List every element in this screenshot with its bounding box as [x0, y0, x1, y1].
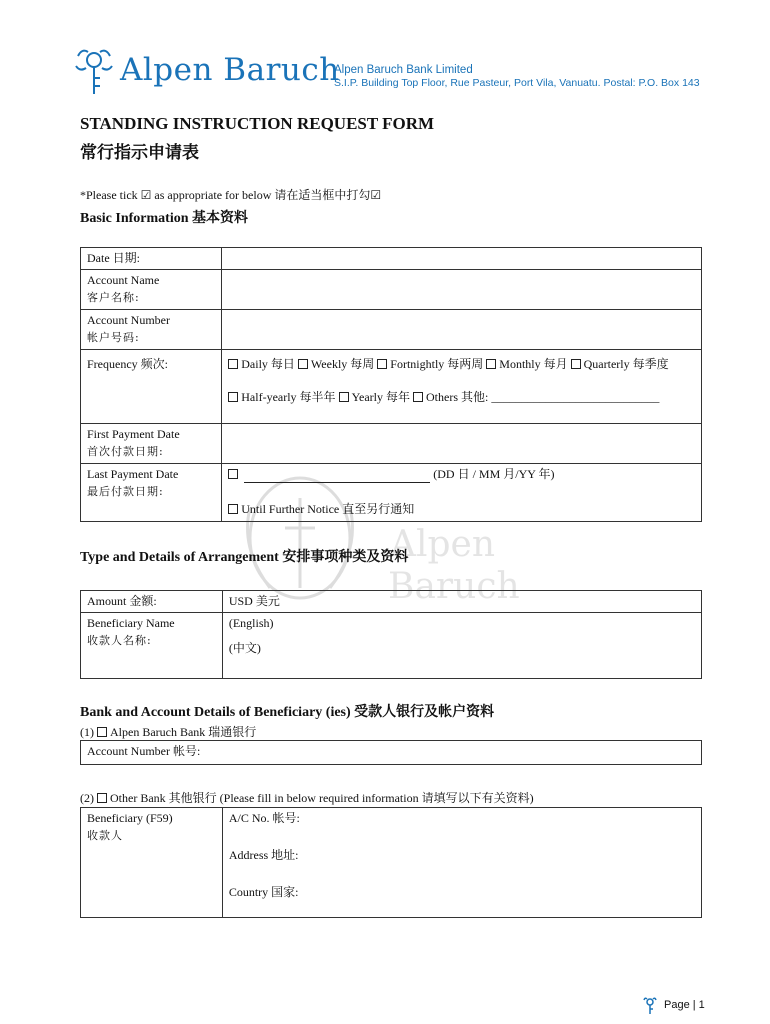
other-bank-table: [80, 807, 702, 918]
ac-no-field[interactable]: A/C No. 帐号:: [228, 811, 300, 825]
halfyearly-label: Half-yearly 每半年: [241, 390, 336, 404]
page-number: Page | 1: [664, 999, 705, 1011]
daily-label: Daily 每日: [241, 357, 295, 371]
other-bank-label: Other Bank 其他银行 (Please fill in below required information 请填写以下有关资料): [110, 791, 534, 805]
date-label: Date 日期:: [87, 251, 140, 265]
others-checkbox[interactable]: [413, 392, 423, 402]
amount-currency[interactable]: USD 美元: [228, 594, 280, 608]
daily-checkbox[interactable]: [228, 359, 238, 369]
date-format-hint: (DD 日 / MM 月/YY 年): [433, 467, 555, 481]
weekly-checkbox[interactable]: [298, 359, 308, 369]
fortnightly-checkbox[interactable]: [377, 359, 387, 369]
alpen-baruch-checkbox[interactable]: [97, 727, 107, 737]
weekly-label: Weekly 每周: [310, 357, 375, 371]
form-title: STANDING INSTRUCTION REQUEST FORM: [80, 114, 435, 133]
beneficiary-f59-label: Beneficiary (F59): [87, 811, 173, 825]
until-further-notice-label: Until Further Notice 直至另行通知: [241, 502, 415, 516]
option-other-bank: [80, 789, 534, 806]
last-date-checkbox[interactable]: [228, 469, 238, 479]
beneficiary-name-label: Beneficiary Name: [87, 616, 175, 630]
option1-number: (1): [80, 725, 94, 739]
form-title-cn: 常行指示申请表: [80, 143, 199, 163]
others-label: Others 其他: ____________________________: [426, 390, 660, 404]
date-field[interactable]: [222, 248, 702, 270]
logo-wordmark: Alpen Baruch: [120, 52, 340, 88]
yearly-label: Yearly 每年: [351, 390, 411, 404]
bank-name: Alpen Baruch Bank Limited: [334, 64, 473, 76]
watermark-text-2: Baruch: [388, 566, 520, 607]
address-field[interactable]: Address 地址:: [228, 848, 299, 862]
last-payment-label: Last Payment Date: [87, 467, 179, 481]
alpen-account-table: [80, 740, 702, 765]
watermark-text-1: Alpen: [390, 524, 496, 565]
quarterly-checkbox[interactable]: [571, 359, 581, 369]
amount-label: Amount 金额:: [87, 594, 157, 608]
beneficiary-f59-label-cn: 收款人: [87, 829, 123, 842]
section-arrangement: Type and Details of Arrangement 安排事项种类及资料: [80, 550, 409, 565]
country-field[interactable]: Country 国家:: [228, 885, 299, 899]
first-payment-field[interactable]: [222, 424, 702, 464]
account-name-field[interactable]: [222, 270, 702, 310]
other-bank-checkbox[interactable]: [97, 793, 107, 803]
monthly-label: Monthly 每月: [499, 357, 568, 371]
first-payment-label-cn: 首次付款日期:: [87, 445, 164, 458]
quarterly-label: Quarterly 每季度: [583, 357, 669, 371]
tick-instruction: *Please tick ☑ as appropriate for below 请在适当框中打勾☑: [80, 188, 382, 202]
halfyearly-checkbox[interactable]: [228, 392, 238, 402]
alpen-account-number[interactable]: Account Number 帐号:: [87, 744, 201, 758]
section-basic-information: Basic Information 基本资料: [80, 211, 248, 226]
account-number-field[interactable]: [222, 310, 702, 350]
frequency-label: Frequency 频次:: [87, 357, 168, 371]
account-name-label-cn: 客户名称:: [87, 291, 140, 304]
section-beneficiary-bank: Bank and Account Details of Beneficiary (ies) 受款人银行及帐户资料: [80, 705, 495, 720]
last-payment-label-cn: 最后付款日期:: [87, 485, 164, 498]
first-payment-label: First Payment Date: [87, 427, 180, 441]
yearly-checkbox[interactable]: [339, 392, 349, 402]
last-date-input-line[interactable]: [244, 471, 430, 483]
arrangement-table: [80, 590, 702, 679]
basic-info-table: [80, 247, 702, 522]
beneficiary-name-english[interactable]: (English): [228, 616, 274, 630]
bank-address: S.I.P. Building Top Floor, Rue Pasteur, Port Vila, Vanuatu. Postal: P.O. Box 143: [334, 77, 700, 89]
account-name-label: Account Name: [87, 273, 160, 287]
account-number-label: Account Number: [87, 313, 170, 327]
beneficiary-name-label-cn: 收款人名称:: [87, 634, 152, 647]
footer-logo-icon: [642, 996, 658, 1016]
beneficiary-name-chinese[interactable]: (中文): [228, 641, 261, 655]
until-further-notice-checkbox[interactable]: [228, 504, 238, 514]
alpen-baruch-label: Alpen Baruch Bank 瑞通银行: [110, 725, 257, 739]
option-alpen-baruch: [80, 723, 256, 740]
account-number-label-cn: 帐户号码:: [87, 331, 140, 344]
fortnightly-label: Fortnightly 每两周: [390, 357, 484, 371]
option2-number: (2): [80, 791, 94, 805]
monthly-checkbox[interactable]: [486, 359, 496, 369]
